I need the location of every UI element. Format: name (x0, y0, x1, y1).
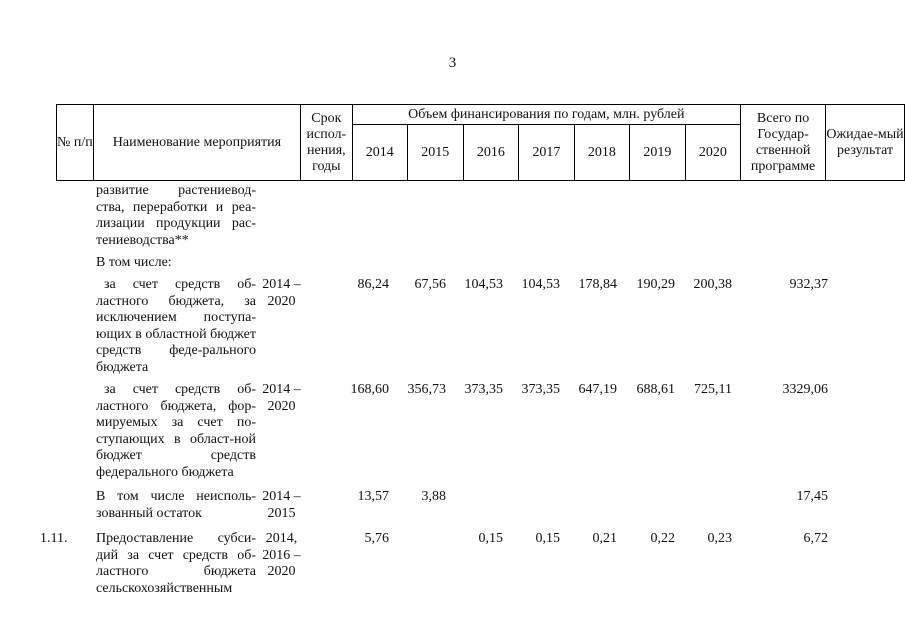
row-total: 6,72 (803, 531, 828, 546)
header-funding: Объем финансирования по годам, млн. рублей (352, 105, 741, 125)
header-no: № п/п (57, 105, 94, 181)
row-total: 932,37 (789, 277, 828, 292)
header-name: Наименование мероприятия (93, 105, 300, 181)
header-year: 2019 (630, 125, 686, 181)
row-value: 0,21 (592, 531, 617, 546)
table-header (56, 104, 905, 181)
row-number: 1.11. (40, 531, 68, 546)
row-term: 2014 – 2020 (262, 277, 301, 309)
header-year: 2017 (519, 125, 575, 181)
row-value: 5,76 (364, 531, 389, 546)
row-total: 17,45 (796, 489, 828, 504)
row-name: развитие растениевод-ства, переработки и реа-лизации продукции рас-тениеводства** (96, 183, 256, 248)
row-value: 200,38 (693, 277, 732, 292)
row-value: 647,19 (578, 382, 617, 397)
row-value: 0,15 (478, 531, 503, 546)
row-value: 0,22 (650, 531, 675, 546)
header-term: Срок испол-нения, годы (301, 105, 352, 181)
header-result: Ожидае-мый результат (826, 105, 905, 181)
row-value: 725,11 (694, 382, 732, 397)
row-value: 168,60 (350, 382, 389, 397)
row-name: Предоставление субси-дий за счет средств об-ластного бюджета сельскохозяйственным (96, 531, 256, 596)
row-value: 178,84 (578, 277, 617, 292)
row-name: за счет средств об-ластного бюджета, фор-мируемых за счет по-ступающих в област-ной бюджет средств федерального бюджета (96, 382, 256, 480)
header-total: Всего по Государ-ственной программе (741, 105, 826, 181)
row-name: за счет средств об-ластного бюджета, за исключением поступа-ющих в областной бюджет средств феде-рального бюджета (96, 277, 256, 375)
row-name: В том числе неисполь-зованный остаток (96, 489, 256, 521)
row-value: 67,56 (414, 277, 446, 292)
row-value: 373,35 (521, 382, 560, 397)
row-value: 190,29 (636, 277, 675, 292)
row-name: В том числе: (96, 255, 172, 270)
row-value: 0,15 (535, 531, 560, 546)
header-year: 2016 (463, 125, 519, 181)
header-year: 2015 (408, 125, 464, 181)
row-value: 356,73 (407, 382, 446, 397)
row-value: 104,53 (521, 277, 560, 292)
row-value: 373,35 (464, 382, 503, 397)
row-value: 13,57 (357, 489, 389, 504)
row-value: 104,53 (464, 277, 503, 292)
row-value: 3,88 (421, 489, 446, 504)
row-value: 688,61 (636, 382, 675, 397)
header-year: 2020 (685, 125, 741, 181)
row-total: 3329,06 (782, 382, 828, 397)
row-value: 0,23 (707, 531, 732, 546)
row-value: 86,24 (357, 277, 389, 292)
row-term: 2014 – 2015 (262, 489, 301, 521)
row-term: 2014 – 2020 (262, 382, 301, 414)
header-year: 2014 (352, 125, 408, 181)
row-term: 2014, 2016 – 2020 (262, 531, 301, 579)
page-number: 3 (448, 55, 457, 71)
header-year: 2018 (574, 125, 630, 181)
